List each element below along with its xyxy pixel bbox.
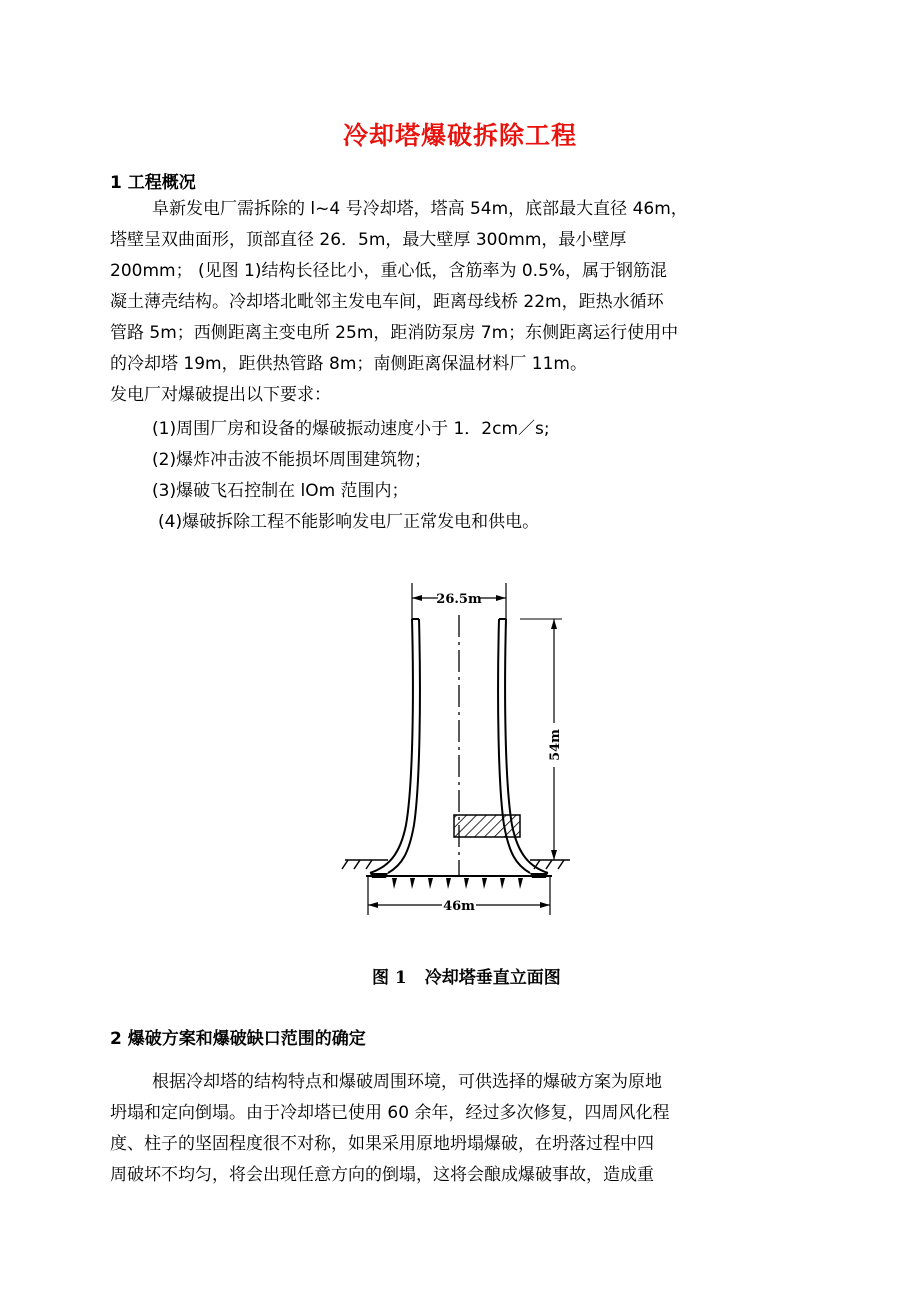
top-dimension-label: 26.5m bbox=[436, 592, 482, 607]
requirement-item: (1)周围厂房和设备的爆破振动速度小于 1．2cm／s; bbox=[152, 419, 550, 439]
figure-caption-number: 图 1 bbox=[372, 968, 407, 988]
blast-cut-zone bbox=[454, 815, 520, 837]
paragraph-line: 坍塌和定向倒塌。由于冷却塔已使用 60 余年，经过多次修复，四周风化程 bbox=[110, 1103, 670, 1123]
paragraph-line: 度、柱子的坚固程度很不对称，如果采用原地坍塌爆破，在坍落过程中四 bbox=[110, 1134, 654, 1154]
figure-caption bbox=[372, 963, 561, 988]
paragraph-line: 塔壁呈双曲面形，顶部直径 26．5m，最大壁厚 300mm，最小壁厚 bbox=[110, 230, 627, 250]
requirement-item: (4)爆破拆除工程不能影响发电厂正常发电和供电。 bbox=[158, 512, 540, 532]
section-1-body bbox=[110, 194, 815, 411]
height-dimension bbox=[520, 619, 563, 860]
section-1-heading: 1 工程概况 bbox=[110, 173, 196, 193]
paragraph-line: 周破坏不均匀，将会出现任意方向的倒塌，这将会酿成爆破事故，造成重 bbox=[110, 1165, 654, 1185]
paragraph-line: 的冷却塔 19m，距供热管路 8m；南侧距离保温材料厂 11m。 bbox=[110, 354, 587, 374]
cooling-tower-diagram bbox=[330, 575, 590, 925]
page-title: 冷却塔爆破拆除工程 bbox=[342, 121, 577, 150]
paragraph-line: 根据冷却塔的结构特点和爆破周围环境，可供选择的爆破方案为原地 bbox=[152, 1072, 662, 1092]
section-2-heading: 2 爆破方案和爆破缺口范围的确定 bbox=[110, 1029, 366, 1049]
paragraph-line: 凝土薄壳结构。冷却塔北毗邻主发电车间，距离母线桥 22m，距热水循环 bbox=[110, 292, 664, 312]
requirement-item: (3)爆破飞石控制在 lOm 范围内； bbox=[152, 481, 409, 501]
paragraph-line: 阜新发电厂需拆除的 l~4 号冷却塔，塔高 54m，底部最大直径 46m， bbox=[152, 199, 688, 219]
bottom-dimension-label: 46m bbox=[443, 899, 475, 914]
requirements-intro: 发电厂对爆破提出以下要求： bbox=[110, 385, 331, 405]
requirement-item: (2)爆炸冲击波不能损坏周围建筑物； bbox=[152, 450, 432, 470]
figure-caption-text: 冷却塔垂直立面图 bbox=[424, 968, 561, 988]
paragraph-line: 200mm； (见图 1)结构长径比小，重心低，含筋率为 0.5%，属于钢筋混 bbox=[110, 261, 668, 281]
paragraph-line: 管路 5m；西侧距离主变电所 25m，距消防泵房 7m；东侧距离运行使用中 bbox=[110, 323, 679, 343]
section-2-body bbox=[110, 1067, 815, 1191]
height-dimension-label: 54m bbox=[548, 729, 563, 761]
